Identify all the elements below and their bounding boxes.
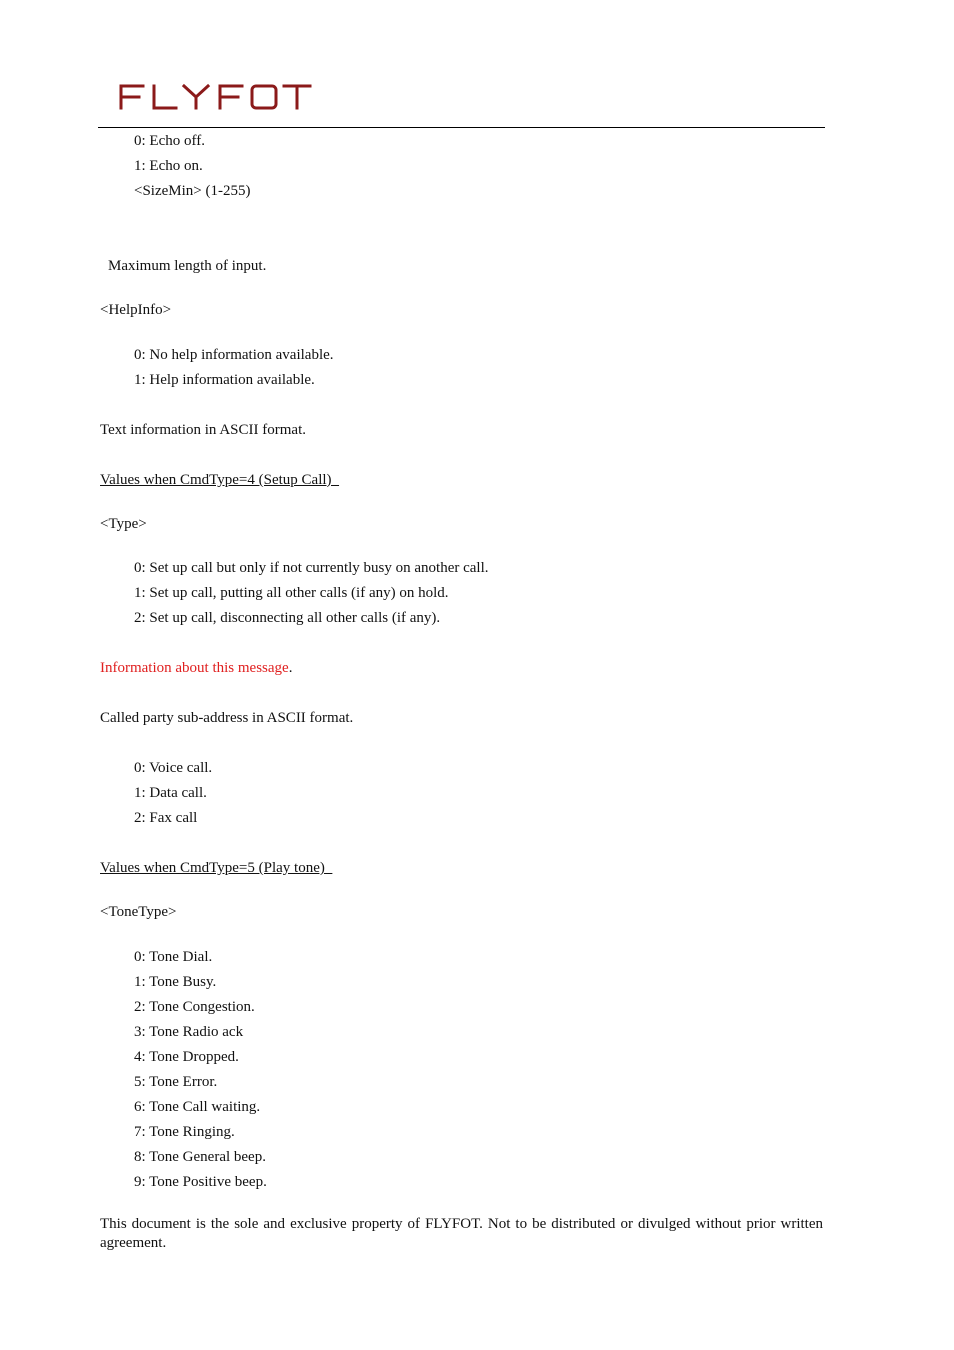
section-play-tone: Values when CmdType=5 (Play tone)	[100, 860, 333, 876]
tone-item: 2: Tone Congestion.	[134, 999, 255, 1015]
text-ascii-text: Text information in ASCII format.	[100, 422, 307, 438]
tone-item: 5: Tone Error.	[134, 1074, 218, 1090]
tone-item: 4: Tone Dropped.	[134, 1049, 239, 1065]
tonetype-param: <ToneType>	[100, 904, 177, 920]
call-item: 2: Fax call	[134, 810, 198, 826]
helpinfo-param: <HelpInfo>	[100, 302, 172, 318]
sizemin-param: <SizeMin> (1-255)	[134, 183, 251, 199]
echo-on-text: 1: Echo on.	[134, 158, 203, 174]
tone-item: 9: Tone Positive beep.	[134, 1174, 267, 1190]
header-divider	[98, 127, 825, 128]
called-party-text: Called party sub-address in ASCII format.	[100, 710, 354, 726]
help-avail-text: 1: Help information available.	[134, 372, 315, 388]
type-item: 0: Set up call but only if not currently busy on another call.	[134, 560, 489, 576]
tone-item: 1: Tone Busy.	[134, 974, 217, 990]
call-item: 1: Data call.	[134, 785, 207, 801]
type-param: <Type>	[100, 516, 147, 532]
flyfot-logo	[118, 82, 312, 112]
tone-item: 0: Tone Dial.	[134, 949, 213, 965]
tone-item: 7: Tone Ringing.	[134, 1124, 235, 1140]
tone-item: 6: Tone Call waiting.	[134, 1099, 261, 1115]
type-item: 1: Set up call, putting all other calls (if any) on hold.	[134, 585, 449, 601]
tone-item: 3: Tone Radio ack	[134, 1024, 244, 1040]
section-setup-call: Values when CmdType=4 (Setup Call)	[100, 472, 340, 488]
type-item: 2: Set up call, disconnecting all other calls (if any).	[134, 610, 441, 626]
info-message-period: .	[288, 660, 293, 676]
page-header	[0, 0, 954, 130]
footer-notice: This document is the sole and exclusive property of FLYFOT. Not to be distributed or divulged without prior written agreement.	[100, 1216, 823, 1251]
help-none-text: 0: No help information available.	[134, 347, 334, 363]
tone-item: 8: Tone General beep.	[134, 1149, 266, 1165]
max-length-text: Maximum length of input.	[108, 258, 267, 274]
echo-off-text: 0: Echo off.	[134, 133, 205, 149]
call-item: 0: Voice call.	[134, 760, 213, 776]
info-message-highlight: Information about this message	[100, 660, 289, 676]
info-message-line	[100, 659, 292, 677]
